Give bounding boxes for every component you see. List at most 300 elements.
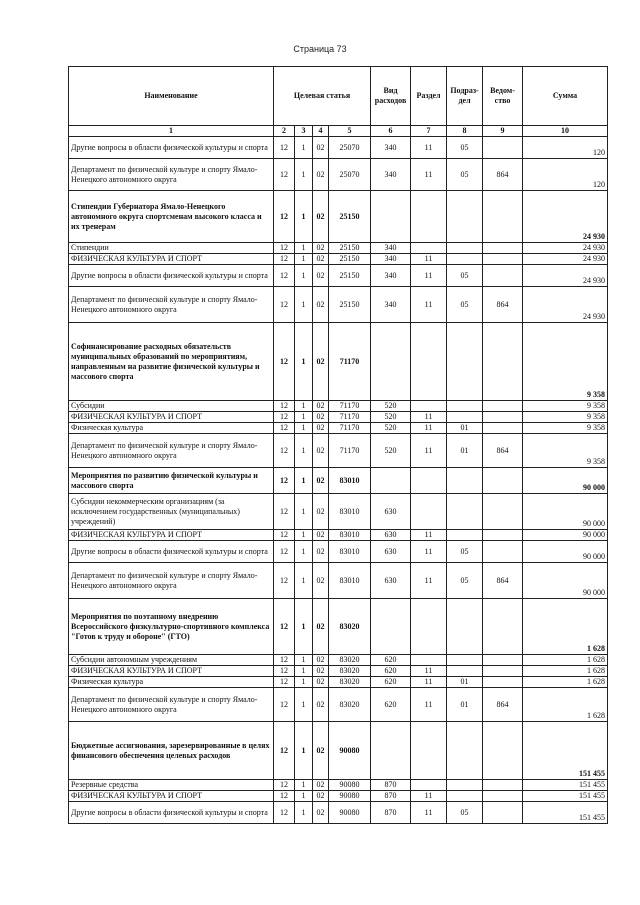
cell-summa: 151 455	[523, 791, 608, 802]
cell-vedom	[483, 722, 523, 780]
cell-razdel: 11	[411, 287, 447, 323]
cell-summa: 120	[523, 159, 608, 191]
cell-vid	[371, 722, 411, 780]
table-row	[69, 243, 608, 254]
cell-target-4: 83020	[329, 599, 371, 655]
cell-podrazdel: 05	[447, 287, 483, 323]
cell-target-2: 1	[295, 287, 313, 323]
cell-summa: 1 628	[523, 599, 608, 655]
cell-target-1: 12	[274, 412, 295, 423]
cell-vid: 340	[371, 243, 411, 254]
cell-podrazdel	[447, 599, 483, 655]
cell-vid	[371, 191, 411, 243]
cell-name: Софинансирование расходных обязательств муниципальных образований по мероприятиям, направленным на развитие физической культуры и массового спорта	[69, 323, 274, 401]
cell-podrazdel	[447, 191, 483, 243]
col-number: 1	[69, 126, 274, 137]
cell-vedom	[483, 191, 523, 243]
cell-target-3: 02	[313, 802, 329, 824]
cell-target-4: 25150	[329, 265, 371, 287]
cell-vedom	[483, 412, 523, 423]
cell-target-2: 1	[295, 265, 313, 287]
cell-razdel: 11	[411, 159, 447, 191]
cell-summa: 90 000	[523, 494, 608, 530]
cell-name: Другие вопросы в области физической культуры и спорта	[69, 802, 274, 824]
cell-razdel	[411, 191, 447, 243]
cell-vid: 630	[371, 563, 411, 599]
cell-summa: 90 000	[523, 563, 608, 599]
cell-target-4: 83010	[329, 468, 371, 494]
table-row	[69, 655, 608, 666]
cell-target-2: 1	[295, 677, 313, 688]
cell-vedom	[483, 541, 523, 563]
cell-target-1: 12	[274, 530, 295, 541]
table-row	[69, 666, 608, 677]
cell-vid: 630	[371, 530, 411, 541]
table-row	[69, 191, 608, 243]
cell-target-2: 1	[295, 722, 313, 780]
cell-target-4: 83020	[329, 655, 371, 666]
cell-target-3: 02	[313, 137, 329, 159]
cell-target-3: 02	[313, 191, 329, 243]
cell-target-1: 12	[274, 468, 295, 494]
page-number-label: Страница 73	[293, 44, 347, 54]
cell-name: Мероприятия по поэтапному внедрению Всероссийского физкультурно-спортивного комплекса "Готов к труду и обороне" (ГТО)	[69, 599, 274, 655]
table-row	[69, 254, 608, 265]
cell-podrazdel	[447, 401, 483, 412]
cell-vid	[371, 468, 411, 494]
cell-target-4: 71170	[329, 412, 371, 423]
col-header-podrazdel: Подраз-дел	[447, 67, 483, 126]
cell-razdel: 11	[411, 563, 447, 599]
cell-target-2: 1	[295, 191, 313, 243]
cell-name: Департамент по физической культуре и спорту Ямало-Ненецкого автономного округа	[69, 688, 274, 722]
column-number-row	[69, 126, 608, 137]
cell-razdel: 11	[411, 802, 447, 824]
cell-vedom: 864	[483, 688, 523, 722]
cell-podrazdel: 01	[447, 688, 483, 722]
cell-razdel: 11	[411, 254, 447, 265]
table-row	[69, 323, 608, 401]
cell-name: Департамент по физической культуре и спорту Ямало-Ненецкого автономного округа	[69, 563, 274, 599]
cell-summa: 24 930	[523, 265, 608, 287]
cell-name: Стипендии	[69, 243, 274, 254]
table-row	[69, 412, 608, 423]
cell-target-1: 12	[274, 494, 295, 530]
cell-vedom	[483, 530, 523, 541]
cell-razdel: 11	[411, 412, 447, 423]
cell-target-2: 1	[295, 599, 313, 655]
cell-target-1: 12	[274, 655, 295, 666]
cell-target-2: 1	[295, 494, 313, 530]
cell-podrazdel: 05	[447, 802, 483, 824]
cell-target-2: 1	[295, 780, 313, 791]
cell-summa: 9 358	[523, 323, 608, 401]
cell-vedom	[483, 254, 523, 265]
cell-vedom	[483, 401, 523, 412]
cell-name: Другие вопросы в области физической культуры и спорта	[69, 137, 274, 159]
cell-target-4: 90080	[329, 722, 371, 780]
cell-target-2: 1	[295, 243, 313, 254]
cell-name: Мероприятия по развитию физической культуры и массового спорта	[69, 468, 274, 494]
table-row	[69, 599, 608, 655]
cell-summa: 151 455	[523, 780, 608, 791]
cell-summa: 90 000	[523, 530, 608, 541]
cell-name: ФИЗИЧЕСКАЯ КУЛЬТУРА И СПОРТ	[69, 412, 274, 423]
col-header-vedom: Ведом-ство	[483, 67, 523, 126]
cell-podrazdel	[447, 323, 483, 401]
cell-vid: 340	[371, 265, 411, 287]
cell-podrazdel: 05	[447, 563, 483, 599]
cell-target-4: 90080	[329, 780, 371, 791]
cell-vedom: 864	[483, 287, 523, 323]
cell-target-1: 12	[274, 666, 295, 677]
cell-name: Другие вопросы в области физической культуры и спорта	[69, 541, 274, 563]
cell-target-2: 1	[295, 530, 313, 541]
table-body	[69, 137, 608, 824]
cell-summa: 24 930	[523, 243, 608, 254]
cell-vedom: 864	[483, 159, 523, 191]
cell-summa: 1 628	[523, 666, 608, 677]
cell-summa: 1 628	[523, 677, 608, 688]
cell-vedom	[483, 677, 523, 688]
cell-razdel	[411, 599, 447, 655]
cell-summa: 9 358	[523, 423, 608, 434]
cell-target-2: 1	[295, 423, 313, 434]
cell-target-3: 02	[313, 254, 329, 265]
cell-razdel: 11	[411, 265, 447, 287]
table-row	[69, 722, 608, 780]
cell-razdel: 11	[411, 677, 447, 688]
cell-target-4: 83020	[329, 666, 371, 677]
cell-name: Бюджетные ассигнования, зарезервированные в целях финансового обеспечения целевых расходов	[69, 722, 274, 780]
table-row	[69, 265, 608, 287]
cell-target-2: 1	[295, 688, 313, 722]
cell-target-4: 25150	[329, 287, 371, 323]
cell-target-3: 02	[313, 494, 329, 530]
cell-target-3: 02	[313, 434, 329, 468]
cell-target-2: 1	[295, 412, 313, 423]
cell-razdel	[411, 494, 447, 530]
cell-vid: 620	[371, 677, 411, 688]
table-row	[69, 780, 608, 791]
cell-vid: 620	[371, 655, 411, 666]
cell-razdel	[411, 655, 447, 666]
cell-vedom	[483, 265, 523, 287]
cell-vid: 630	[371, 541, 411, 563]
cell-target-1: 12	[274, 401, 295, 412]
cell-vid: 340	[371, 159, 411, 191]
cell-name: ФИЗИЧЕСКАЯ КУЛЬТУРА И СПОРТ	[69, 254, 274, 265]
cell-vid: 870	[371, 791, 411, 802]
cell-name: Департамент по физической культуре и спорту Ямало-Ненецкого автономного округа	[69, 434, 274, 468]
table-row	[69, 401, 608, 412]
cell-target-3: 02	[313, 412, 329, 423]
table-row	[69, 159, 608, 191]
cell-target-3: 02	[313, 243, 329, 254]
cell-summa: 9 358	[523, 434, 608, 468]
cell-vedom	[483, 423, 523, 434]
cell-summa: 24 930	[523, 191, 608, 243]
cell-razdel: 11	[411, 688, 447, 722]
cell-target-3: 02	[313, 791, 329, 802]
cell-vid: 620	[371, 666, 411, 677]
cell-target-4: 90080	[329, 802, 371, 824]
cell-vedom	[483, 666, 523, 677]
cell-target-4: 71170	[329, 423, 371, 434]
cell-target-2: 1	[295, 563, 313, 599]
table-row	[69, 802, 608, 824]
cell-target-2: 1	[295, 401, 313, 412]
cell-podrazdel: 05	[447, 159, 483, 191]
cell-target-2: 1	[295, 323, 313, 401]
cell-razdel	[411, 468, 447, 494]
cell-target-2: 1	[295, 468, 313, 494]
cell-vid: 340	[371, 254, 411, 265]
cell-vid: 520	[371, 423, 411, 434]
cell-podrazdel	[447, 791, 483, 802]
cell-summa: 120	[523, 137, 608, 159]
cell-name: Физическая культура	[69, 677, 274, 688]
header-row	[69, 67, 608, 126]
cell-target-1: 12	[274, 191, 295, 243]
cell-target-3: 02	[313, 423, 329, 434]
cell-podrazdel	[447, 666, 483, 677]
cell-target-4: 83010	[329, 541, 371, 563]
col-header-target: Целевая статья	[274, 67, 371, 126]
cell-target-1: 12	[274, 780, 295, 791]
cell-vid: 630	[371, 494, 411, 530]
cell-razdel: 11	[411, 666, 447, 677]
cell-podrazdel	[447, 655, 483, 666]
cell-razdel: 11	[411, 791, 447, 802]
cell-target-3: 02	[313, 323, 329, 401]
col-number: 4	[313, 126, 329, 137]
cell-podrazdel: 01	[447, 434, 483, 468]
cell-vid	[371, 323, 411, 401]
table-row	[69, 791, 608, 802]
cell-target-1: 12	[274, 802, 295, 824]
cell-vid: 520	[371, 434, 411, 468]
cell-summa: 24 930	[523, 254, 608, 265]
cell-vedom	[483, 494, 523, 530]
cell-target-1: 12	[274, 541, 295, 563]
cell-vid: 520	[371, 401, 411, 412]
cell-target-3: 02	[313, 677, 329, 688]
cell-razdel: 11	[411, 530, 447, 541]
cell-vedom	[483, 599, 523, 655]
cell-vedom	[483, 243, 523, 254]
cell-summa: 90 000	[523, 468, 608, 494]
cell-target-4: 25150	[329, 191, 371, 243]
cell-target-4: 71170	[329, 434, 371, 468]
cell-razdel	[411, 780, 447, 791]
col-number: 9	[483, 126, 523, 137]
cell-razdel	[411, 243, 447, 254]
cell-target-1: 12	[274, 599, 295, 655]
cell-razdel: 11	[411, 137, 447, 159]
cell-target-4: 25070	[329, 159, 371, 191]
cell-razdel: 11	[411, 434, 447, 468]
cell-podrazdel	[447, 468, 483, 494]
cell-target-3: 02	[313, 401, 329, 412]
cell-razdel: 11	[411, 423, 447, 434]
cell-target-3: 02	[313, 599, 329, 655]
cell-vid: 520	[371, 412, 411, 423]
cell-vid: 620	[371, 688, 411, 722]
cell-target-4: 83010	[329, 563, 371, 599]
cell-target-2: 1	[295, 541, 313, 563]
cell-target-1: 12	[274, 323, 295, 401]
cell-summa: 90 000	[523, 541, 608, 563]
cell-podrazdel	[447, 243, 483, 254]
col-header-razdel: Раздел	[411, 67, 447, 126]
cell-target-4: 71170	[329, 401, 371, 412]
cell-target-2: 1	[295, 254, 313, 265]
cell-name: Другие вопросы в области физической культуры и спорта	[69, 265, 274, 287]
cell-summa: 9 358	[523, 401, 608, 412]
cell-name: Резервные средства	[69, 780, 274, 791]
cell-target-3: 02	[313, 655, 329, 666]
cell-target-2: 1	[295, 655, 313, 666]
cell-vedom: 864	[483, 434, 523, 468]
cell-vid: 870	[371, 802, 411, 824]
cell-target-2: 1	[295, 666, 313, 677]
table-row	[69, 541, 608, 563]
cell-podrazdel: 05	[447, 541, 483, 563]
cell-target-3: 02	[313, 468, 329, 494]
col-header-vid: Вид расходов	[371, 67, 411, 126]
cell-target-4: 25070	[329, 137, 371, 159]
table-row	[69, 468, 608, 494]
cell-summa: 151 455	[523, 802, 608, 824]
cell-podrazdel	[447, 780, 483, 791]
cell-target-1: 12	[274, 563, 295, 599]
cell-vedom: 864	[483, 563, 523, 599]
cell-razdel	[411, 722, 447, 780]
cell-target-4: 83010	[329, 494, 371, 530]
col-number: 8	[447, 126, 483, 137]
col-number: 3	[295, 126, 313, 137]
cell-target-1: 12	[274, 423, 295, 434]
cell-summa: 151 455	[523, 722, 608, 780]
cell-vedom	[483, 137, 523, 159]
cell-vid: 870	[371, 780, 411, 791]
table-row	[69, 688, 608, 722]
cell-target-1: 12	[274, 243, 295, 254]
cell-summa: 24 930	[523, 287, 608, 323]
cell-target-4: 25150	[329, 243, 371, 254]
table-row	[69, 530, 608, 541]
col-number: 7	[411, 126, 447, 137]
cell-name: Субсидии	[69, 401, 274, 412]
cell-podrazdel: 05	[447, 265, 483, 287]
cell-razdel	[411, 323, 447, 401]
table-row	[69, 287, 608, 323]
cell-podrazdel: 01	[447, 677, 483, 688]
cell-target-4: 25150	[329, 254, 371, 265]
cell-target-1: 12	[274, 159, 295, 191]
cell-name: ФИЗИЧЕСКАЯ КУЛЬТУРА И СПОРТ	[69, 666, 274, 677]
col-number: 2	[274, 126, 295, 137]
cell-vedom	[483, 791, 523, 802]
cell-target-3: 02	[313, 722, 329, 780]
table-row	[69, 563, 608, 599]
cell-name: Субсидии некоммерческим организациям (за исключением государственных (муниципальных) учреждений)	[69, 494, 274, 530]
cell-name: Департамент по физической культуре и спорту Ямало-Ненецкого автономного округа	[69, 159, 274, 191]
cell-vid: 340	[371, 287, 411, 323]
cell-target-3: 02	[313, 159, 329, 191]
col-number: 10	[523, 126, 608, 137]
cell-podrazdel	[447, 494, 483, 530]
cell-name: Субсидии автономным учреждениям	[69, 655, 274, 666]
cell-target-4: 83010	[329, 530, 371, 541]
cell-target-1: 12	[274, 677, 295, 688]
cell-vedom	[483, 655, 523, 666]
cell-podrazdel	[447, 412, 483, 423]
cell-target-3: 02	[313, 666, 329, 677]
col-number: 5	[329, 126, 371, 137]
cell-target-3: 02	[313, 530, 329, 541]
cell-target-2: 1	[295, 802, 313, 824]
cell-summa: 1 628	[523, 688, 608, 722]
cell-summa: 1 628	[523, 655, 608, 666]
cell-podrazdel	[447, 254, 483, 265]
cell-podrazdel	[447, 530, 483, 541]
cell-vedom	[483, 468, 523, 494]
cell-target-2: 1	[295, 791, 313, 802]
cell-target-3: 02	[313, 265, 329, 287]
cell-target-3: 02	[313, 287, 329, 323]
cell-vedom	[483, 323, 523, 401]
col-header-summa: Сумма	[523, 67, 608, 126]
table-row	[69, 137, 608, 159]
table-row	[69, 434, 608, 468]
cell-target-1: 12	[274, 688, 295, 722]
cell-name: ФИЗИЧЕСКАЯ КУЛЬТУРА И СПОРТ	[69, 530, 274, 541]
cell-target-1: 12	[274, 265, 295, 287]
cell-target-1: 12	[274, 791, 295, 802]
budget-table	[68, 66, 608, 824]
cell-target-2: 1	[295, 159, 313, 191]
cell-target-3: 02	[313, 780, 329, 791]
cell-podrazdel	[447, 722, 483, 780]
cell-target-4: 83020	[329, 677, 371, 688]
cell-podrazdel: 05	[447, 137, 483, 159]
cell-name: Департамент по физической культуре и спорту Ямало-Ненецкого автономного округа	[69, 287, 274, 323]
cell-razdel: 11	[411, 541, 447, 563]
table-row	[69, 677, 608, 688]
cell-vedom	[483, 802, 523, 824]
cell-name: Физическая культура	[69, 423, 274, 434]
cell-target-4: 71170	[329, 323, 371, 401]
cell-target-1: 12	[274, 137, 295, 159]
cell-summa: 9 358	[523, 412, 608, 423]
cell-target-2: 1	[295, 137, 313, 159]
cell-name: ФИЗИЧЕСКАЯ КУЛЬТУРА И СПОРТ	[69, 791, 274, 802]
cell-target-1: 12	[274, 722, 295, 780]
cell-razdel	[411, 401, 447, 412]
cell-target-3: 02	[313, 563, 329, 599]
cell-target-1: 12	[274, 254, 295, 265]
cell-target-2: 1	[295, 434, 313, 468]
cell-name: Стипендии Губернатора Ямало-Ненецкого автономного округа спортсменам высокого класса и их тренерам	[69, 191, 274, 243]
cell-target-3: 02	[313, 541, 329, 563]
cell-podrazdel: 01	[447, 423, 483, 434]
cell-target-1: 12	[274, 434, 295, 468]
cell-target-4: 90080	[329, 791, 371, 802]
cell-vid	[371, 599, 411, 655]
cell-vedom	[483, 780, 523, 791]
